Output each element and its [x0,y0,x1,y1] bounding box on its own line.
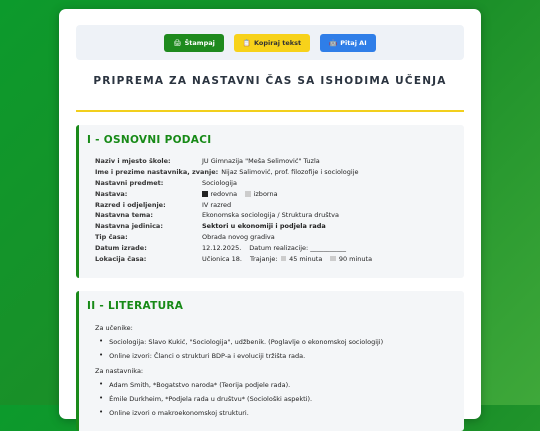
ask-ai-label: Pitaj AI [340,38,367,47]
row-value: JU Gimnazija "Meša Selimović" Tuzla [202,157,320,166]
info-row-lesson-type [95,232,372,243]
creation-date: 12.12.2025. [202,243,242,252]
printer-icon: 🖨 [173,38,182,47]
list-item-text: Online izvori: Članci o strukturi BDP-a i evoluciji tržišta rada. [109,352,306,360]
info-row-unit [95,221,372,232]
info-row-topic [95,210,372,221]
list-item [99,409,249,417]
info-rows [95,156,372,264]
duration-90: 90 minuta [338,254,373,263]
row-label: Naziv i mjesto škole: [95,157,171,166]
row-value: Nijaz Salimović, prof. filozofije i sociologije [221,168,359,177]
row-label: Datum izrade: [95,243,147,252]
section-heading: I - OSNOVNI PODACI [87,134,212,146]
row-label: Nastavna tema: [95,211,153,220]
row-label: Lokacija časa: [95,254,147,263]
duration-45: 45 minuta [289,254,323,263]
date-values [202,244,346,252]
duration-label: Trajanje: [250,254,278,263]
bullet-icon: • [99,337,104,345]
title-divider [76,110,464,112]
list-item [99,395,312,403]
info-row-grade [95,199,372,210]
info-row-date [95,242,372,253]
checkbox-checked-icon[interactable] [202,191,208,197]
bullet-icon: • [99,380,104,388]
list-item-text: Sociologija: Slavo Kukić, "Sociologija", udžbenik. (Poglavlje o ekonomskoj sociologiji) [109,338,384,346]
bullet-icon: • [99,394,104,402]
row-label: Nastavni predmet: [95,178,164,187]
info-row-teacher [95,167,372,178]
students-label: Za učenike: [95,324,133,332]
section-heading: II - LITERATURA [87,300,184,312]
info-row-school [95,156,372,167]
clipboard-icon: 📋 [242,38,251,47]
list-item [99,352,305,360]
row-value: IV razred [202,200,232,209]
teacher-label: Za nastavnika: [95,367,144,375]
instruction-options [202,190,278,198]
row-value: Sociologija [202,178,237,187]
row-value: Sektori u ekonomiji i podjela rada [202,222,326,231]
print-button[interactable] [164,34,223,52]
robot-icon: 🤖 [329,38,338,47]
page-title: PRIPREMA ZA NASTAVNI ČAS SA ISHODIMA UČENJA [93,75,447,87]
classroom: Učionica 18. [202,254,242,263]
list-item-text: Émile Durkheim, *Podjela rada u društvu* (Sociološki aspekti). [109,395,313,403]
row-value: Ekonomska sociologija / Struktura društva [202,211,339,220]
list-item-text: Adam Smith, *Bogatstvo naroda* (Teorija podjele rada). [109,381,291,389]
copy-label: Kopiraj tekst [253,38,302,47]
ask-ai-button[interactable] [320,34,376,52]
row-label: Nastava: [95,189,128,198]
print-label: Štampaj [184,38,215,47]
row-value: Obrada novog gradiva [202,232,275,241]
section-literature [76,291,464,431]
row-label: Ime i prezime nastavnika, zvanje: [95,168,219,177]
checkbox-unchecked-icon[interactable] [330,256,336,262]
row-label: Razred i odjeljenje: [95,200,166,209]
toolbar [76,25,464,60]
section-basic-info [76,125,464,278]
list-item-text: Online izvori o makroekonomskoj strukturi. [109,409,249,417]
info-row-location [95,253,372,264]
checkbox-unchecked-icon[interactable] [281,256,287,262]
info-row-subject [95,178,372,189]
info-row-instruction [95,188,372,199]
checkbox-unchecked-icon[interactable] [245,191,251,197]
document-page [59,9,481,419]
list-item [99,381,290,389]
copy-text-button[interactable] [234,34,310,52]
row-label: Tip časa: [95,232,128,241]
location-values [202,255,372,263]
bullet-icon: • [99,351,104,359]
row-label: Nastavna jedinica: [95,222,163,231]
option-elective: izborna [253,189,278,198]
realization-date: Datum realizacije: ___________ [249,243,347,252]
bullet-icon: • [99,408,104,416]
option-regular: redovna [210,189,238,198]
list-item [99,338,383,346]
